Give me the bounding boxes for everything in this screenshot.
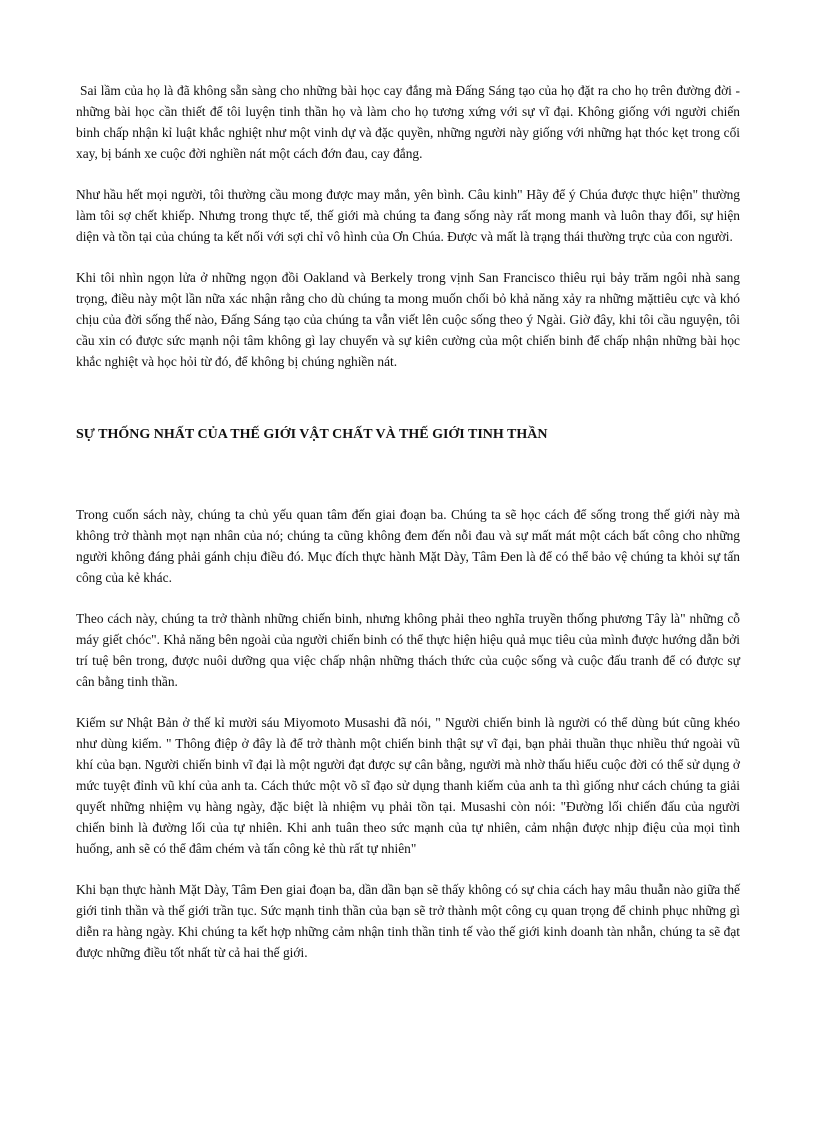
paragraph-balance: Khi bạn thực hành Mặt Dày, Tâm Đen giai đoạn ba, dần dần bạn sẽ thấy không có sự chia cách hay mâu thuẫn nào giữa thế giới tinh thần và thế giới trần tục. Sức mạnh tinh thần của bạn sẽ trở thành một công cụ quan trọng để chinh phục những gì diễn ra hàng ngày. Khi chúng ta kết hợp những cảm nhận tinh thần tinh tế vào thế giới kinh doanh tàn nhẫn, chúng ta sẽ đạt được những điều tốt nhất từ cả hai thế giới. — [76, 882, 740, 960]
paragraph-lessons: Sai lầm của họ là đã không sẵn sàng cho những bài học cay đắng mà Đấng Sáng tạo của họ đặt ra cho họ trên đường đời -những bài học cần thiết để tôi luyện tinh thần họ và làm cho họ tương xứng với sự vĩ đại. Không giống với người chiến binh chấp nhận kỉ luật khắc nghiệt như một vinh dự và đặc quyền, những người này giống với những hạt thóc kẹt trong cối xay, bị bánh xe cuộc đời nghiền nát một cách đớn đau, cay đắng. — [76, 83, 740, 161]
paragraph-warriors: Theo cách này, chúng ta trở thành những chiến binh, nhưng không phải theo nghĩa truyền thống phương Tây là" những cỗ máy giết chóc". Khả năng bên ngoài của người chiến binh có thể thực hiện hiệu quả mục tiêu của mình được hướng dẫn bởi trí tuệ bên trong, được nuôi dưỡng qua việc chấp nhận những thách thức của cuộc sống và cuộc đấu tranh để có được sự cân bằng tinh thần. — [76, 611, 740, 689]
paragraph-fire: Khi tôi nhìn ngọn lửa ở những ngọn đồi Oakland và Berkely trong vịnh San Francisco thiêu rụi bảy trăm ngôi nhà sang trọng, điều này một lần nữa xác nhận rằng cho dù chúng ta mong muốn chối bỏ khả năng xảy ra những mặttiêu cực và khó chịu của đời sống thế nào, Đấng Sáng tạo của chúng ta vẫn viết lên cuộc sống theo ý Ngài. Giờ đây, khi tôi cầu nguyện, tôi cầu xin có được sức mạnh nội tâm không gì lay chuyển và sự kiên cường của một chiến binh để chấp nhận những bài học khắc nghiệt và học hỏi từ đó, để không bị chúng nghiền nát. — [76, 270, 740, 369]
paragraph-prayer: Như hầu hết mọi người, tôi thường cầu mong được may mắn, yên bình. Câu kinh" Hãy để ý Chúa được thực hiện" thường làm tôi sợ chết khiếp. Nhưng trong thực tế, thế giới mà chúng ta đang sống này rất mong manh và luôn thay đổi, sự hiện diện và tồn tại của chúng ta kết nối với sợi chỉ vô hình của Ơn Chúa. Được và mất là trạng thái thường trực của con người. — [76, 187, 740, 244]
paragraph-stage-three: Trong cuốn sách này, chúng ta chủ yếu quan tâm đến giai đoạn ba. Chúng ta sẽ học cách để sống trong thế giới này mà không trở thành mọt nạn nhân của nó; chúng ta cũng không đem đến nỗi đau và sự mất mát một cách bất công cho những người không đáng phải gánh chịu điều đó. Mục đích thực hành Mặt Dày, Tâm Đen là để có thể bảo vệ chúng ta khỏi sự tấn công của kẻ khác. — [76, 507, 740, 585]
document-page — [76, 80, 740, 983]
paragraph-musashi: Kiếm sư Nhật Bản ở thế kỉ mười sáu Miyomoto Musashi đã nói, " Người chiến binh là người có thể dùng bút cũng khéo như dùng kiếm. " Thông điệp ở đây là để trở thành một chiến binh thật sự vĩ đại, bạn phải thuần thục nhiều thứ ngoài vũ khí của bạn. Người chiến binh vĩ đại là một người đạt được sự cân bằng, người mà nhờ thấu hiểu cuộc đời có thể sử dụng ở mức tuyệt đỉnh vũ khí của anh ta. Cách thức một võ sĩ đạo sử dụng thanh kiếm của anh ta thì giống như cách chúng ta giải quyết những nhiệm vụ hàng ngày, đặc biệt là nhiệm vụ phải tồn tại. Musashi còn nói: "Đường lối chiến đấu của người chiến binh là đường lối của tự nhiên. Khi anh tuân theo sức mạnh của tự nhiên, cảm nhận được nhịp điệu của mọi tình huống, anh sẽ có thể đâm chém và tấn công kẻ thù rất tự nhiên" — [76, 715, 740, 856]
section-heading: SỰ THỐNG NHẤT CỦA THẾ GIỚI VẬT CHẤT VÀ THẾ GIỚI TINH THẦN — [76, 427, 548, 442]
